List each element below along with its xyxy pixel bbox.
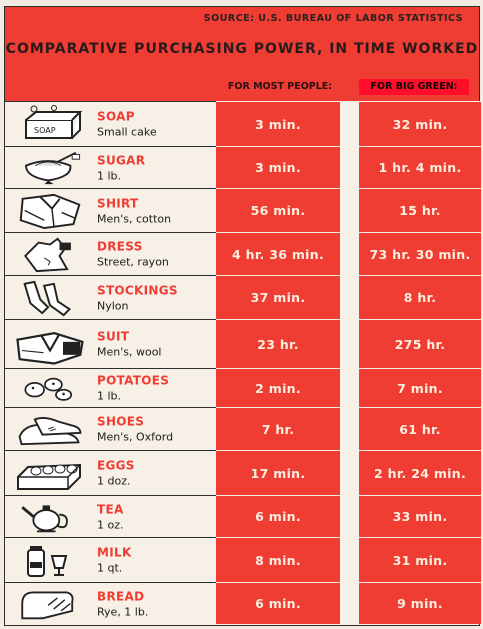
item-cell (5, 319, 216, 368)
value-big-green: 1 hr. 4 min. (359, 146, 481, 188)
item-detail: Rye, 1 lb. (97, 605, 149, 618)
column-header-most-people: FOR MOST PEOPLE: (227, 81, 333, 92)
item-detail: Nylon (97, 299, 129, 312)
column-gap (340, 146, 359, 188)
value-big-green: 15 hr. (359, 188, 481, 232)
value-most-people: 56 min. (216, 188, 340, 232)
value-big-green: 33 min. (359, 495, 481, 537)
item-detail: 1 lb. (97, 389, 122, 403)
column-gap (340, 232, 359, 275)
table-row (5, 537, 479, 582)
value-most-people: 3 min. (216, 146, 340, 188)
item-detail: 1 lb. (97, 169, 122, 182)
table-row (5, 495, 479, 537)
item-name: SOAP (97, 109, 135, 124)
item-name: BREAD (97, 589, 145, 603)
milk-icon (11, 540, 89, 580)
table-row (5, 450, 479, 495)
dress-icon (11, 235, 89, 273)
table-title: COMPARATIVE PURCHASING POWER, IN TIME WORKED (5, 41, 479, 57)
column-gap (340, 450, 359, 495)
table-row (5, 232, 479, 275)
item-name: SUIT (97, 329, 130, 344)
item-cell (5, 146, 216, 188)
table-row (5, 407, 479, 450)
item-detail: Street, rayon (97, 255, 169, 269)
item-cell (5, 537, 216, 582)
column-gap (340, 188, 359, 232)
value-big-green: 7 min. (359, 368, 481, 407)
table-row (5, 275, 479, 319)
table-row (5, 582, 479, 624)
value-most-people: 7 hr. (216, 407, 340, 450)
value-big-green: 61 hr. (359, 407, 481, 450)
item-name: SHIRT (97, 196, 139, 210)
sugar-icon (11, 149, 89, 186)
column-gap (340, 582, 359, 624)
value-most-people: 6 min. (216, 582, 340, 624)
column-gap (340, 407, 359, 450)
potatoes-icon (11, 371, 89, 405)
value-most-people: 23 hr. (216, 319, 340, 368)
column-gap (340, 537, 359, 582)
shirt-icon (11, 191, 89, 230)
column-gap (340, 319, 359, 368)
item-cell (5, 275, 216, 319)
soap-icon (11, 104, 89, 144)
item-cell (5, 495, 216, 537)
value-most-people: 4 hr. 36 min. (216, 232, 340, 275)
item-detail: 1 doz. (97, 474, 131, 488)
value-big-green: 32 min. (359, 101, 481, 146)
column-gap (340, 495, 359, 537)
eggs-icon (11, 453, 89, 493)
item-name: POTATOES (97, 373, 170, 388)
item-detail: Men's, wool (97, 345, 162, 359)
bread-icon (11, 585, 89, 622)
value-most-people: 2 min. (216, 368, 340, 407)
item-name: EGGS (97, 458, 135, 473)
item-cell (5, 582, 216, 624)
item-name: MILK (97, 545, 132, 560)
value-big-green: 9 min. (359, 582, 481, 624)
column-gap (340, 275, 359, 319)
table-row (5, 146, 479, 188)
table-row (5, 319, 479, 368)
item-cell (5, 368, 216, 407)
table-row (5, 368, 479, 407)
value-most-people: 3 min. (216, 101, 340, 146)
value-big-green: 31 min. (359, 537, 481, 582)
svg-text:SOAP: SOAP (34, 126, 56, 135)
item-name: STOCKINGS (97, 283, 178, 297)
value-most-people: 6 min. (216, 495, 340, 537)
column-gap (340, 101, 359, 146)
item-detail: 1 oz. (97, 518, 124, 531)
item-cell (5, 188, 216, 232)
value-big-green: 275 hr. (359, 319, 481, 368)
shoes-icon (11, 410, 89, 448)
table-row (5, 101, 479, 146)
value-most-people: 37 min. (216, 275, 340, 319)
item-detail: Men's, cotton (97, 212, 172, 225)
source-note: SOURCE: U.S. BUREAU OF LABOR STATISTICS (203, 13, 463, 24)
teapot-icon (11, 498, 89, 535)
column-header-big-green: FOR BIG GREEN: (359, 79, 469, 95)
purchasing-power-table (4, 6, 480, 626)
value-big-green: 73 hr. 30 min. (359, 232, 481, 275)
value-most-people: 8 min. (216, 537, 340, 582)
item-cell (5, 407, 216, 450)
item-name: SUGAR (97, 153, 146, 167)
item-cell (5, 101, 216, 146)
table-row (5, 188, 479, 232)
item-cell (5, 232, 216, 275)
item-detail: 1 qt. (97, 561, 123, 575)
table-header (5, 7, 479, 101)
item-cell (5, 450, 216, 495)
item-name: TEA (97, 502, 124, 516)
stockings-icon (11, 278, 89, 317)
item-name: SHOES (97, 414, 145, 429)
item-detail: Small cake (97, 125, 157, 139)
suit-icon (11, 322, 89, 366)
item-detail: Men's, Oxford (97, 430, 174, 444)
value-big-green: 8 hr. (359, 275, 481, 319)
item-name: DRESS (97, 239, 143, 254)
value-most-people: 17 min. (216, 450, 340, 495)
value-big-green: 2 hr. 24 min. (359, 450, 481, 495)
column-gap (340, 368, 359, 407)
